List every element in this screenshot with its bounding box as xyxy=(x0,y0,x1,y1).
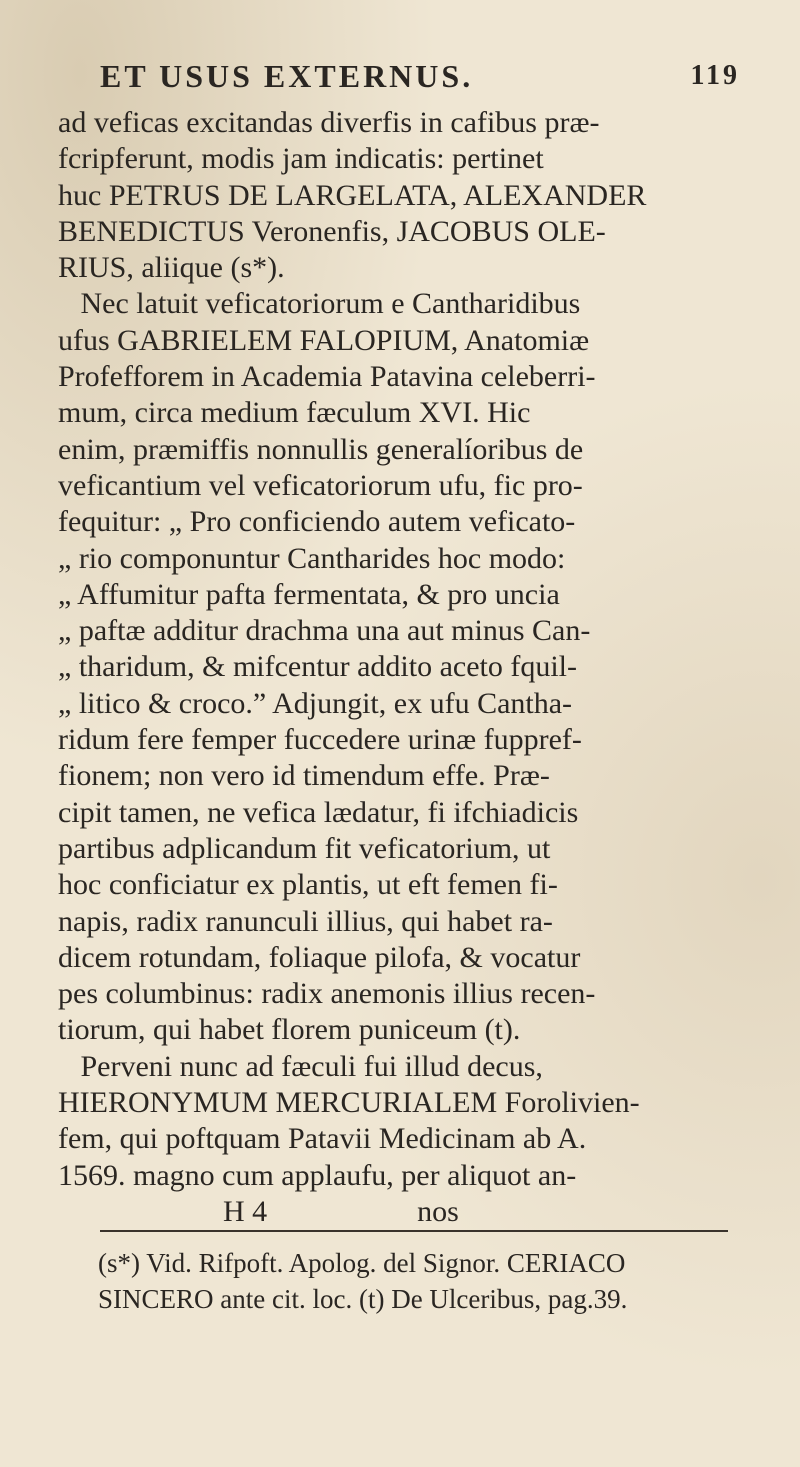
footnotes xyxy=(98,1245,778,1317)
text-line: veficantium vel veficatoriorum ufu, fic pro- xyxy=(58,468,583,502)
running-head-title: ET USUS EXTERNUS. xyxy=(100,58,474,94)
footnote-rule xyxy=(100,1230,728,1232)
text-line: ad veficas excitandas diverfis in cafibus præ- xyxy=(58,106,600,139)
text-line: „ paftæ additur drachma una aut minus Can- xyxy=(58,614,591,648)
page-number: 119 xyxy=(690,60,740,91)
text-line: partibus adplicandum fit veficatorium, ut xyxy=(58,831,551,865)
text-line: ufus GABRIELEM FALOPIUM, Anatomiæ xyxy=(58,323,590,357)
text-line: pes columbinus: radix anemonis illius recen- xyxy=(58,977,596,1011)
text-line: dicem rotundam, foliaque pilofa, & vocatur xyxy=(58,940,581,974)
text-line: „ rio componuntur Cantharides hoc modo: xyxy=(58,541,566,575)
text-line: 1569. magno cum applaufu, per aliquot an- xyxy=(58,1158,577,1192)
footnote-line: SINCERO ante cit. loc. (t) De Ulceribus, pag.39. xyxy=(98,1284,628,1314)
text-line: BENEDICTUS Veronenfis, JACOBUS OLE- xyxy=(58,214,606,248)
text-line: huc PETRUS DE LARGELATA, ALEXANDER xyxy=(58,178,647,212)
main-text xyxy=(58,105,770,1230)
running-head xyxy=(100,58,740,98)
text-line: hoc conficiatur ex plantis, ut eft femen fi- xyxy=(58,868,558,902)
footnote-line: (s*) Vid. Rifpoft. Apolog. del Signor. CERIACO xyxy=(98,1248,626,1278)
signature-catchword-line: H 4 nos xyxy=(58,1194,459,1228)
text-line: fionem; non vero id timendum effe. Præ- xyxy=(58,759,550,793)
text-line: tiorum, qui habet florem puniceum (t). xyxy=(58,1013,521,1047)
text-line: Perveni nunc ad fæculi fui illud decus, xyxy=(58,1049,543,1083)
text-line: fem, qui poftquam Patavii Medicinam ab A. xyxy=(58,1122,587,1156)
text-line: napis, radix ranunculi illius, qui habet ra- xyxy=(58,904,553,938)
text-line: fequitur: „ Pro conficiendo autem veficato- xyxy=(58,505,576,539)
text-line: fcripferunt, modis jam indicatis: pertinet xyxy=(58,142,544,176)
text-line: enim, præmiffis nonnullis generalíoribus de xyxy=(58,432,584,466)
text-line: RIUS, aliique (s*). xyxy=(58,251,285,285)
text-line: „ Affumitur pafta fermentata, & pro uncia xyxy=(58,577,560,611)
text-line: ridum fere femper fuccedere urinæ fuppref- xyxy=(58,723,582,757)
text-line: „ tharidum, & mifcentur addito aceto fquil- xyxy=(58,650,577,684)
text-line: mum, circa medium fæculum XVI. Hic xyxy=(58,396,531,430)
text-line: cipit tamen, ne vefica lædatur, fi ifchiadicis xyxy=(58,795,579,829)
text-line: Nec latuit veficatoriorum e Cantharidibus xyxy=(58,287,581,321)
text-line: „ litico & croco.” Adjungit, ex ufu Cantha- xyxy=(58,686,573,720)
text-line: Profefforem in Academia Patavina celeberri- xyxy=(58,360,596,394)
text-line: HIERONYMUM MERCURIALEM Forolivien- xyxy=(58,1086,640,1120)
